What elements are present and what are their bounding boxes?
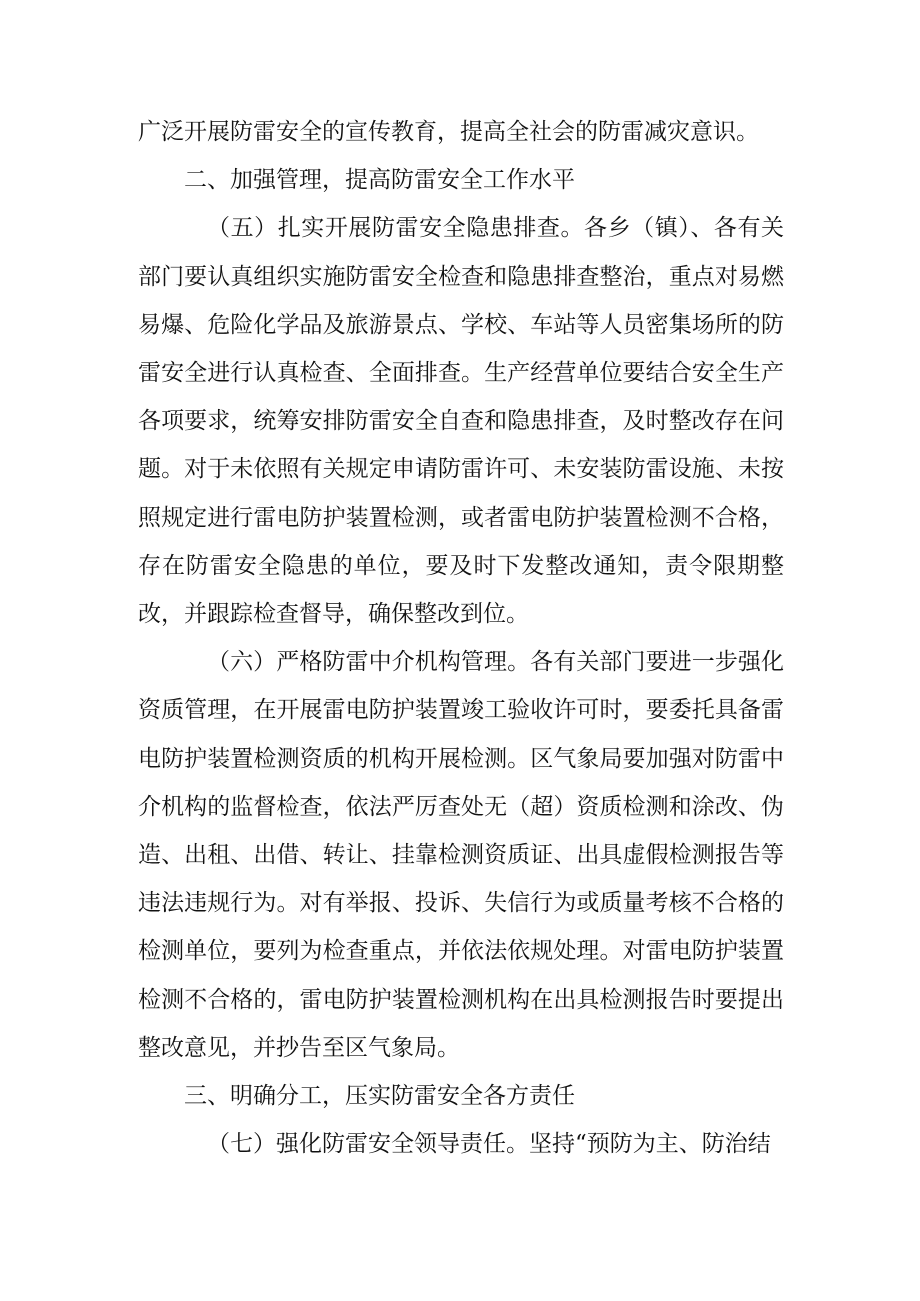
paragraph-item-6: （六）严格防雷中介机构管理。各有关部门要进一步强化资质管理，在开展雷电防护装置竣工验收许可时，要委托具备雷电防护装置检测资质的机构开展检测。区气象局要加强对防雷中介机构的监督检查，依法严厉查处无（超）资质检测和涂改、伪造、出租、出借、转让、挂靠检测资质证、出具虚假检测报告等违法违规行为。对有举报、投诉、失信行为或质量考核不合格的检测单位，要列为检查重点，并依法依规处理。对雷电防护装置检测不合格的，雷电防护装置检测机构在出具检测报告时要提出整改意见，并抄告至区气象局。 — [138, 649, 784, 1061]
document-body — [138, 108, 784, 1168]
section-heading-3: 三、明确分工，压实防雷安全各方责任 — [184, 1083, 575, 1110]
section-heading-2: 二、加强管理，提高防雷安全工作水平 — [184, 167, 575, 194]
continuation-paragraph: 广泛开展防雷安全的宣传教育，提高全社会的防雷减灾意识。 — [138, 119, 759, 145]
paragraph-item-7: （七）强化防雷安全领导责任。坚持“预防为主、防治结 — [207, 1131, 771, 1158]
paragraph-item-5: （五）扎实开展防雷安全隐患排查。各乡（镇）、各有关部门要认真组织实施防雷安全检查和隐患排查整治，重点对易燃易爆、危险化学品及旅游景点、学校、车站等人员密集场所的防雷安全进行认真检查、全面排查。生产经营单位要结合安全生产各项要求，统筹安排防雷安全自查和隐患排查，及时整改存在问题。对于未依照有关规定申请防雷许可、未安装防雷设施、未按照规定进行雷电防护装置检测，或者雷电防护装置检测不合格，存在防雷安全隐患的单位，要及时下发整改通知，责令限期整改，并跟踪检查督导，确保整改到位。 — [138, 215, 784, 628]
